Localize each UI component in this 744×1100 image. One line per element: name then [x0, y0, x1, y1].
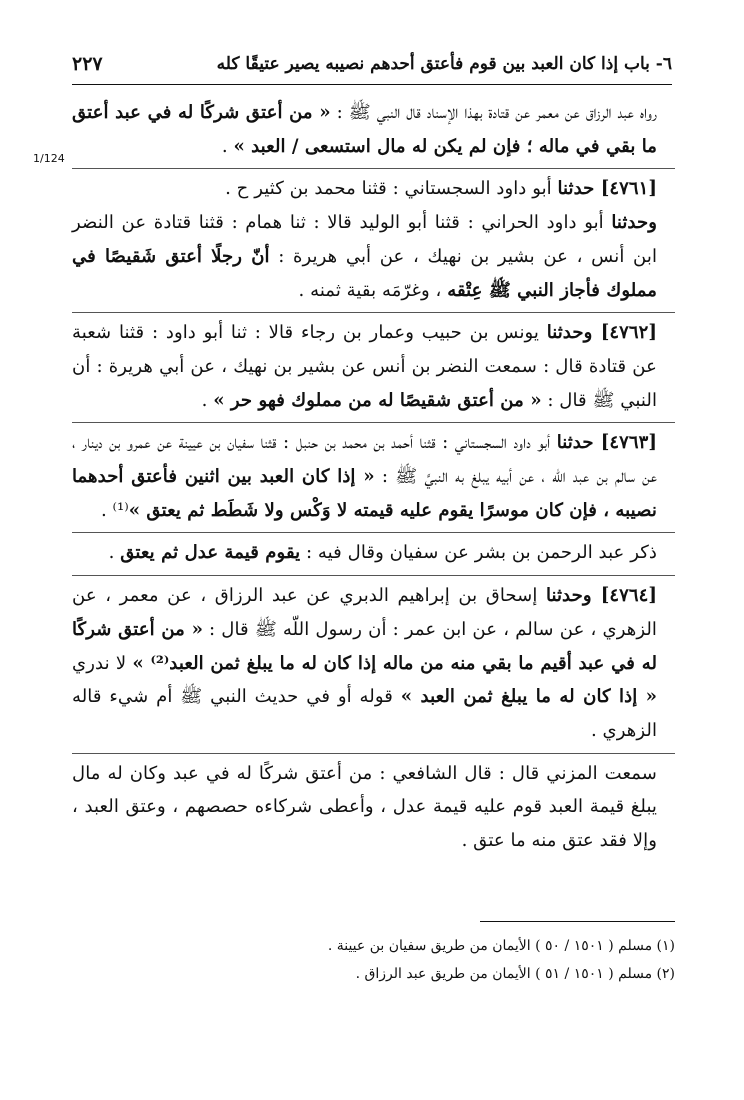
paragraph-separator — [72, 575, 675, 576]
text-run: سمعت المزني قال : قال الشافعي : من أعتق شركًا له في عبد وكان له مال يبلغ قيمة العبد قوم عليه قيمة عدل ، وأعطى شركاءه حصصهم ، وعتق العبد ، وإلا فقد عتق منه ما عتق . — [72, 762, 657, 852]
footnotes — [72, 932, 675, 988]
text-run: قوله أو في حديث النبي ﷺ أم شيء قاله الزهري . — [72, 686, 657, 741]
hadith-quote: أنّ رجلًا أعتق شَقيصًا في مملوك فأجاز النبي ﷺ عِتْقه — [72, 245, 657, 301]
paragraph — [72, 757, 675, 858]
paragraph — [72, 172, 675, 206]
text-run: أبو داود السجستاني : قثنا محمد بن كثير ح . — [225, 178, 558, 200]
text-run: ، وغرّمَه بقية ثمنه . — [298, 279, 448, 301]
hadith-number: [٤٧٦٤] — [591, 585, 657, 607]
paragraph — [72, 316, 675, 417]
text-run: رواه عبد الرزاق عن معمر عن قتادة بهذا الإسناد قال النبي ﷺ : — [330, 102, 657, 123]
text-run: . — [201, 389, 214, 411]
page-header — [72, 44, 672, 85]
main-text — [72, 96, 675, 858]
narration-keyword: وحدثنا — [611, 212, 657, 234]
hadith-quote: « من أعتق شركًا له في عبد أقيم ما بقي منه من ماله إذا كان له ما يبلغ ثمن العبد⁽²⁾ » — [72, 618, 657, 674]
paragraph-separator — [72, 168, 675, 169]
paragraph-separator — [72, 422, 675, 423]
paragraph — [72, 536, 675, 570]
text-run: يونس بن حبيب وعمار بن رجاء قالا : ثنا أبو داود : قثنا شعبة عن قتادة قال : سمعت النضر بن أنس عن بشير بن نهيك ، عن أبي هريرة : أن النبي ﷺ قال : — [72, 322, 657, 411]
page-number: ٢٢٧ — [72, 53, 103, 75]
text-run: إسحاق بن إبراهيم الدبري عن عبد الرزاق ، عن معمر ، عن الزهري ، عن سالم ، عن ابن عمر : أن رسول اللّه ﷺ قال : — [72, 585, 657, 640]
footnote: (١) مسلم ( ١٥٠١ / ٥٠ ) الأيمان من طريق سفيان بن عيينة . — [327, 938, 675, 954]
paragraph-separator — [72, 532, 675, 533]
margin-folio-note: 1/124 — [33, 152, 65, 165]
text-run: لا ندري — [72, 652, 133, 674]
hadith-quote: « من أعتق شركًا له في عبد أعتق ما بقي في ماله ؛ فإن لم يكن له مال استسعى / العبد » — [72, 102, 657, 157]
paragraph — [72, 206, 675, 307]
text-run: ذكر عبد الرحمن بن بشر عن سفيان وقال فيه : — [300, 542, 657, 564]
footnote-rule — [480, 921, 675, 922]
hadith-quote: « إذا كان له ما يبلغ ثمن العبد » — [400, 686, 657, 708]
narration-keyword: وحدثنا — [546, 322, 593, 344]
text-run: . — [221, 135, 234, 157]
hadith-quote: « إذا كان العبد بين اثنين فأعتق أحدهما نصيبه ، فإن كان موسرًا يقوم عليه قيمته لا وَكْس ولا شَطَط ثم يعتق » — [72, 466, 657, 521]
hadith-quote: يقوم قيمة عدل ثم يعتق — [120, 542, 301, 564]
paragraph — [72, 579, 675, 748]
chapter-title: ٦- باب إذا كان العبد بين قوم فأعتق أحدهم نصيبه يصير عتيقًا كله — [216, 54, 672, 74]
paragraph — [72, 426, 675, 527]
text-run: أبو داود السجستاني : قثنا أحمد بن محمد بن حنبل : قثنا سفيان بن عيينة عن عمرو بن دينار ، عن سالم بن عبد اللّه ، عن أبيه يبلغ به النبيَّ ﷺ : — [72, 432, 658, 488]
hadith-number: [٤٧٦١] — [594, 178, 657, 200]
paragraph — [72, 96, 675, 163]
hadith-quote: « من أعتق شقيصًا له من مملوك فهو حر » — [213, 389, 542, 411]
text-run: أبو داود الحراني : قثنا أبو الوليد قالا : ثنا همام : قثنا قتادة عن النضر ابن أنس ، عن بشير بن نهيك ، عن أبي هريرة : — [72, 212, 657, 267]
hadith-number: [٤٧٦٢] — [592, 322, 657, 344]
hadith-number: [٤٧٦٣] — [593, 432, 657, 454]
footnote-marker: ⁽¹⁾ . — [100, 499, 129, 521]
narration-keyword: وحدثنا — [545, 585, 592, 607]
narration-keyword: حدثنا — [556, 432, 594, 454]
paragraph-separator — [72, 753, 675, 754]
footnote: (٢) مسلم ( ١٥٠١ / ٥١ ) الأيمان من طريق عبد الرزاق . — [355, 966, 675, 982]
narration-keyword: حدثنا — [557, 178, 595, 200]
paragraph-separator — [72, 312, 675, 313]
text-run: . — [108, 542, 121, 564]
